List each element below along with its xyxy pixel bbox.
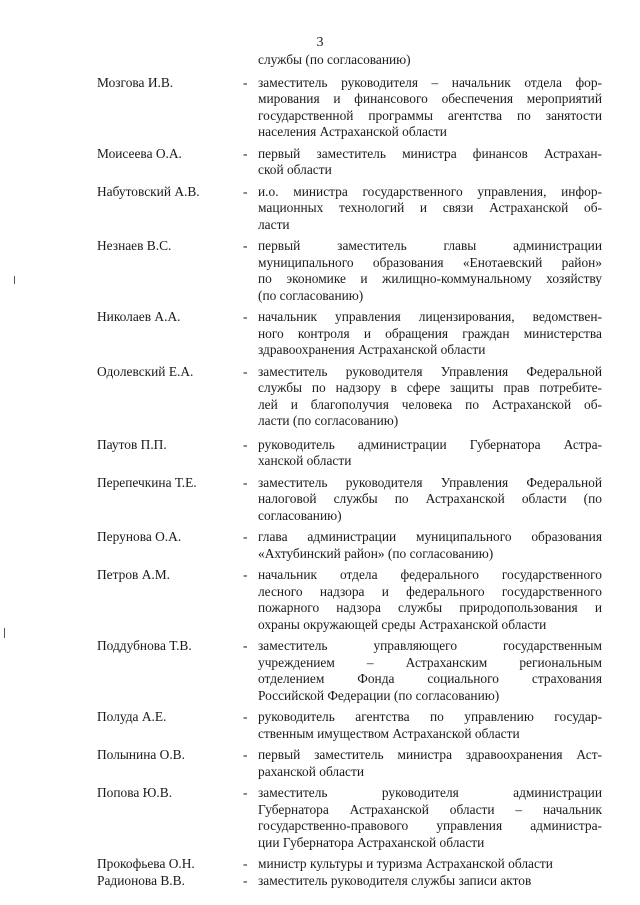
list-item: [0, 75, 640, 141]
position-line: Российской Федерации (по согласованию): [258, 687, 500, 703]
separator-dash: -: [243, 747, 248, 762]
official-position: [258, 873, 602, 890]
position-line: здравоохранения Астраханской области: [258, 342, 486, 357]
official-name: Попова Ю.В.: [97, 785, 173, 800]
official-position: [258, 529, 602, 562]
separator-dash: -: [243, 638, 248, 653]
official-name: Моисеева О.А.: [97, 145, 182, 161]
position-line: ции Губернатора Астраханской области: [258, 834, 485, 850]
position-line: заместитель управляющего государственным: [258, 638, 602, 653]
position-line: ласти: [258, 216, 290, 232]
page-number: 3: [316, 35, 324, 50]
position-line: охраны окружающей среды Астраханской области: [258, 616, 547, 632]
separator-dash: -: [243, 436, 248, 452]
position-line: службы по надзору в сфере защиты прав потребите-: [258, 380, 602, 395]
position-line: руководитель администрации Губернатора Астра-: [258, 436, 602, 452]
list-item: [0, 747, 640, 780]
position-line: «Ахтубинский район» (по согласованию): [258, 545, 494, 561]
official-position: [258, 709, 602, 742]
position-line: первый заместитель главы администрации: [258, 238, 602, 253]
list-item: [0, 709, 640, 742]
separator-dash: -: [243, 785, 248, 800]
position-line: населения Астраханской области: [258, 124, 447, 139]
official-position: [258, 567, 602, 633]
list-item: [0, 146, 640, 179]
official-position: [258, 238, 602, 304]
official-position: [258, 309, 602, 359]
separator-dash: -: [243, 238, 248, 253]
list-item: [0, 567, 640, 633]
position-line: заместитель руководителя службы записи актов: [258, 872, 532, 888]
position-line: муниципального образования «Енотаевский район»: [258, 254, 602, 270]
position-line: службы (по согласованию): [258, 52, 411, 67]
position-line: начальник управления лицензирования, ведомствен-: [258, 309, 602, 324]
position-line: мационных технологий и связи Астраханской об-: [258, 200, 602, 215]
official-name: Набутовский А.В.: [97, 183, 200, 199]
official-name: Перунова О.А.: [97, 529, 182, 544]
officials-list: [0, 52, 640, 889]
separator-dash: -: [243, 856, 248, 871]
position-line: руководитель агентства по управлению государ-: [258, 709, 602, 724]
official-name: Паутов П.П.: [97, 436, 167, 452]
position-line: первый заместитель министра здравоохранения Аст-: [258, 747, 602, 762]
official-position: [258, 184, 602, 234]
official-position: [258, 785, 602, 851]
position-line: налоговой службы по Астраханской области (по: [258, 491, 602, 506]
position-line: и.о. министра государственного управления, инфор-: [258, 183, 602, 199]
list-item: [0, 785, 640, 851]
position-line: лей и благополучия человека по Астраханской об-: [258, 396, 602, 412]
official-name: Незнаев В.С.: [97, 238, 172, 253]
position-line: ханской области: [258, 453, 352, 468]
official-name: Петров А.М.: [97, 567, 170, 582]
official-name: Николаев А.А.: [97, 309, 181, 324]
official-position: [258, 747, 602, 780]
position-line: заместитель руководителя – начальник отдела фор-: [258, 74, 602, 90]
separator-dash: -: [243, 872, 248, 888]
list-item: [0, 856, 640, 873]
position-line: ской области: [258, 162, 332, 177]
official-name: Мозгова И.В.: [97, 74, 174, 90]
list-item: [0, 873, 640, 890]
position-line: государственной программы агентства по занятости: [258, 107, 602, 123]
separator-dash: -: [243, 183, 248, 199]
position-line: ного контроля и обращения граждан министерства: [258, 325, 602, 341]
official-position: [258, 52, 602, 69]
official-position: [258, 437, 602, 470]
list-item: [0, 638, 640, 704]
position-line: министр культуры и туризма Астраханской области: [258, 856, 553, 871]
position-line: (по согласованию): [258, 287, 364, 303]
position-line: Губернатора Астраханской области – начальник: [258, 801, 602, 817]
official-name: Прокофьева О.Н.: [97, 856, 195, 871]
position-line: отделением Фонда социального страхования: [258, 671, 602, 686]
official-position: [258, 146, 602, 179]
position-line: заместитель руководителя Управления Федеральной: [258, 363, 602, 379]
official-position: [258, 856, 602, 873]
official-position: [258, 75, 602, 141]
list-item: [0, 238, 640, 304]
position-line: первый заместитель министра финансов Астрахан-: [258, 145, 602, 161]
official-position: [258, 638, 602, 704]
list-item: [0, 184, 640, 234]
official-name: Поддубнова Т.В.: [97, 638, 192, 653]
separator-dash: -: [243, 474, 248, 490]
position-line: глава администрации муниципального образования: [258, 529, 602, 544]
position-line: мирования и финансового обеспечения мероприятий: [258, 91, 602, 106]
position-line: пожарного надзора службы природопользования и: [258, 600, 602, 615]
separator-dash: -: [243, 709, 248, 724]
position-line: по экономике и жилищно-коммунальному хозяйству: [258, 271, 602, 286]
position-line: государственно-правового управления администра-: [258, 818, 602, 833]
list-item: [0, 309, 640, 359]
separator-dash: -: [243, 309, 248, 324]
position-line: учреждением – Астраханским региональным: [258, 654, 602, 670]
position-line: заместитель руководителя администрации: [258, 785, 602, 800]
official-name: Радионова В.В.: [97, 872, 185, 888]
separator-dash: -: [243, 74, 248, 90]
position-line: ласти (по согласованию): [258, 413, 399, 428]
position-line: ственным имуществом Астраханской области: [258, 725, 520, 741]
separator-dash: -: [243, 567, 248, 582]
position-line: заместитель руководителя Управления Федеральной: [258, 474, 602, 490]
official-name: Перепечкина Т.Е.: [97, 474, 197, 490]
list-item: [0, 52, 640, 69]
list-item: [0, 529, 640, 562]
separator-dash: -: [243, 529, 248, 544]
official-name: Одолевский Е.А.: [97, 363, 194, 379]
official-name: Полуда А.Е.: [97, 709, 167, 724]
list-item: [0, 475, 640, 525]
list-item: [0, 437, 640, 470]
official-name: Полынина О.В.: [97, 747, 185, 762]
separator-dash: -: [243, 145, 248, 161]
official-position: [258, 475, 602, 525]
list-item: [0, 364, 640, 430]
position-line: согласованию): [258, 507, 342, 523]
official-position: [258, 364, 602, 430]
position-line: начальник отдела федерального государственного: [258, 567, 602, 582]
position-line: лесного надзора и федерального государственного: [258, 583, 602, 599]
separator-dash: -: [243, 363, 248, 379]
position-line: раханской области: [258, 763, 365, 779]
